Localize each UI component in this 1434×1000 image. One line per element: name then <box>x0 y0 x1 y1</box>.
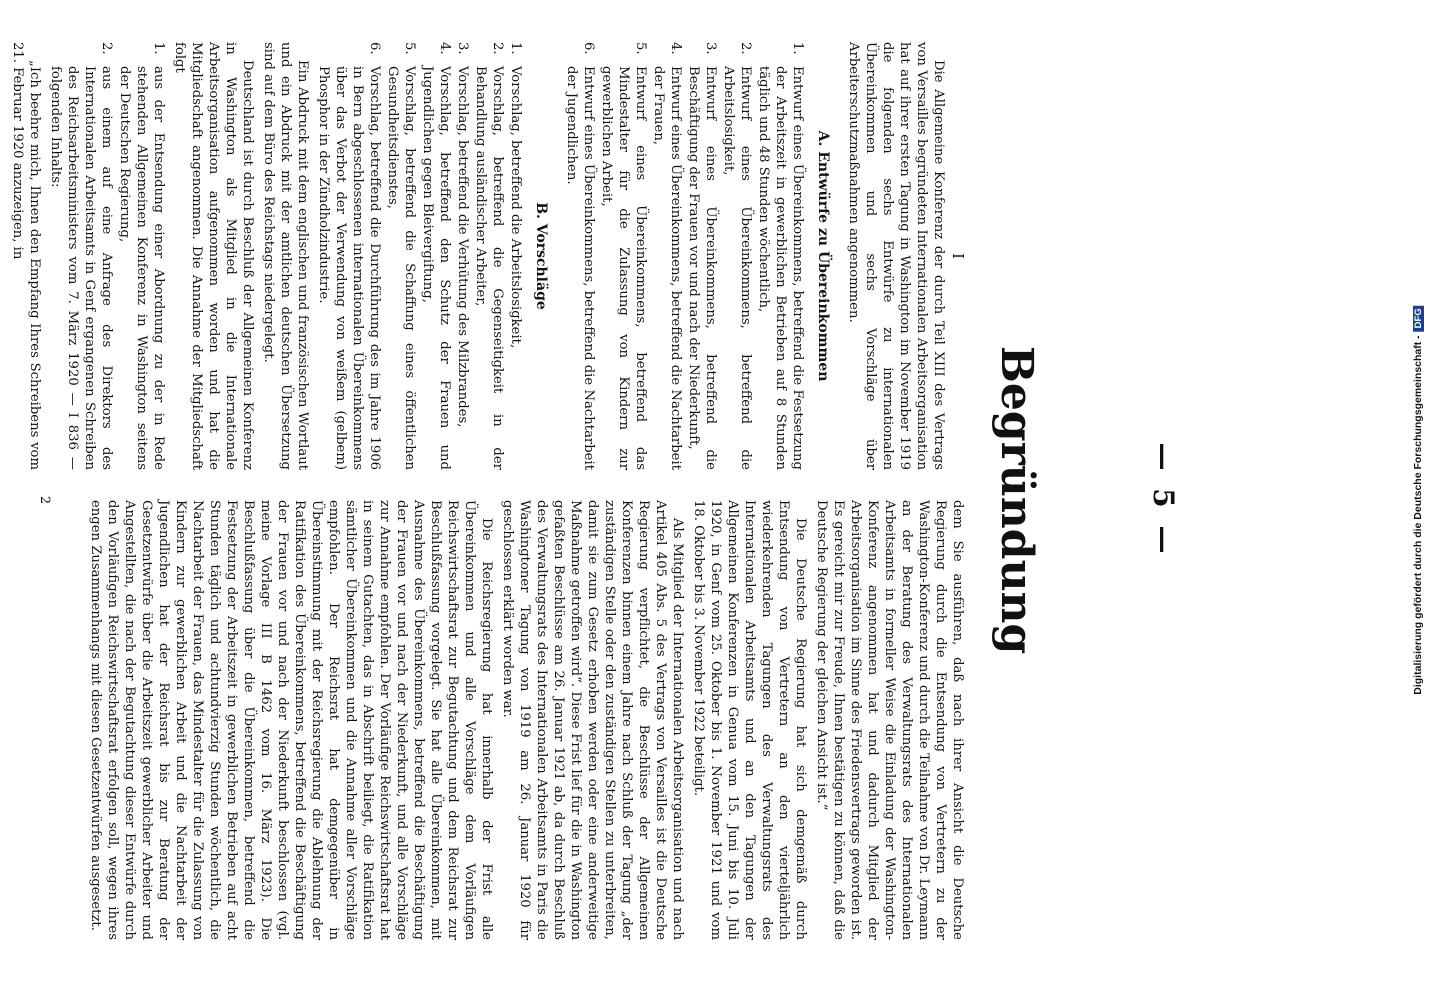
dfg-logo: DFG <box>1413 305 1424 331</box>
list-item: 1. aus der Entsendung einer Abordnung zu der in Rede stehenden Allgemeinen Konferenz in Washington seitens der Deutschen Regierung, <box>117 42 166 470</box>
intro-paragraph: Die Allgemeine Konferenz der durch Teil XIII des Vertrags von Versailles begründeten Internationalen Arbeitsorganisation hat auf ihrer ersten Tagung in Washington im November 1919 die folgenden sechs Entwürfe zu internationalen Übereinkommen und sechs Vorschläge über Arbeiterschutzmaßnahmen angenommen. <box>846 42 946 470</box>
abdruck-paragraph: Ein Abdruck mit dem englischen und französischen Wortlaut und ein Abdruck mit der amtlichen deutschen Übersetzung sind auf dem Büro des Reichstags niedergelegt. <box>261 42 310 470</box>
list-item: 5. Entwurf eines Übereinkommens, betreffend das Mindestalter für die Zulassung von Kindern zur gewerblichen Arbeit, <box>599 42 648 470</box>
footer-number: 2 <box>37 495 52 505</box>
list-item: 1. Vorschlag, betreffend die Arbeitslosigkeit, <box>508 42 523 349</box>
list-item: 3. Entwurf eines Übereinkommens, betreffend die Beschäftigung der Frauen vor und nach der Niederkunft, <box>686 42 718 470</box>
mitglied-paragraph: Als Mitglied der Internationalen Arbeitsorganisation und nach Artikel 405 Abs. 5 des Vertrags von Versailles ist die Deutsche Regierung verpflichtet, die Beschlüsse der Allgemeinen Konferenzen binnen einem Jahre nach Schluß der Tagung „der zuständigen Stelle oder den zuständigen Stellen zu unterbreiten, damit sie zum Gesetz erhoben werden oder eine anderweitige Maßnahme getroffen wird“. Diese Frist lief für die in Washington gefaßten Beschlüsse am 26. Januar 1921 ab, da durch Beschluß des Verwaltungsrats des Internationalen Arbeitsamts in Paris die Washingtoner Tagung von 1919 am 26. Januar 1920 für geschlossen erklärt worden war. <box>500 500 685 940</box>
section-b-heading: B. Vorschläge <box>533 202 549 310</box>
list-item: 6. Vorschlag, betreffend die Durchführung des im Jahre 1906 in Bern abgeschlossenen internationalen Übereinkommens über das Verbot der Verwendung von weißem (gelbem) Phosphor in der Zündholzindustrie. <box>316 42 382 470</box>
quote-continuation: dem Sie ausführen, daß nach ihrer Ansicht die Deutsche Regierung durch die Entsendung von Vertretern zu der Washington-Konferenz und durch die Teilnahme von Dr. Leymann an der Beratung des Verwaltungsrats des Internationalen Arbeitsamts in formeller Weise die Einladung der Washington-Konferenz angenommen hat und dadurch Mitglied der Arbeitsorganisation im Sinne des Friedensvertrags geworden ist. Es gereicht mir zur Freude, Ihnen bestätigen zu können, daß die Deutsche Regierung der gleichen Ansicht ist.“ <box>814 500 965 940</box>
text-column-right <box>83 500 966 940</box>
text-column-left <box>5 42 966 470</box>
page-title: Begründung <box>991 345 1042 655</box>
list-item: 2. Entwurf eines Übereinkommens, betreffend die Arbeitslosigkeit, <box>721 42 753 470</box>
list-item: 1. Entwurf eines Übereinkommens, betreffend die Festsetzung der Arbeitszeit in gewerblichen Betrieben auf 8 Stunden täglich und 48 Stunden wöchentlich, <box>756 42 805 470</box>
section-a-list <box>563 42 806 470</box>
list-item: 6. Entwurf eines Übereinkommens, betreffend die Nachtarbeit der Jugendlichen. <box>564 42 596 470</box>
membership-paragraph: Deutschland ist durch Beschluß der Allgemeinen Konferenz in Washington als Mitglied in die Internationale Arbeitsorganisation aufgenommen worden und hat die Mitgliedschaft angenommen. Die Annahme der Mitgliedschaft folgt <box>172 42 255 470</box>
list-item: 2. Vorschlag, betreffend die Gegenseitigkeit in der Behandlung ausländischer Arbeiter, <box>473 42 505 470</box>
digitization-text: Digitalisierung gefördert durch die Deutsche Forschungsgemeinschaft - <box>1412 335 1424 695</box>
list-item: 5. Vorschlag, betreffend die Schaffung eines öffentlichen Gesundheitsdienstes, <box>385 42 417 470</box>
list-item: 4. Vorschlag, betreffend den Schutz der Frauen und Jugendlichen gegen Bleivergiftung, <box>420 42 452 470</box>
section-b-list <box>315 42 524 470</box>
section-a-heading: A. Entwürfe zu Übereinkommen <box>815 130 831 382</box>
list-item: 2. aus einem auf eine Anfrage des Direktors des Internationalen Arbeitsamts in Genf ergangenen Schreiben des Reichsarbeitsministers vom 7. März 1920 — I 836 — folgenden Inhalts: <box>48 42 114 470</box>
regierung-paragraph: Die Deutsche Regierung hat sich demgemäß durch Entsendung von Vertretern an den vierteljährlich wiederkehrenden Tagungen des Verwaltungsrats des Internationalen Arbeitsamts und an den Tagungen der Allgemeinen Konferenzen in Genua vom 15. Juni bis 10. Juli 1920, in Genf vom 25. Oktober bis 1. November 1921 und vom 18. Oktober bis 3. November 1922 beteiligt. <box>691 500 808 940</box>
section-roman-numeral: I <box>949 253 967 259</box>
membership-list <box>47 42 167 470</box>
page-number: — 5 — <box>1147 442 1180 558</box>
list-item: 4. Entwurf eines Übereinkommens, betreffend die Nachtarbeit der Frauen, <box>651 42 683 470</box>
list-item: 3. Vorschlag, betreffend die Verhütung des Milzbrandes, <box>455 42 470 428</box>
quote-start: „Ich beehre mich, Ihnen den Empfang Ihres Schreibens vom 21. Februar 1920 anzuzeigen, in <box>10 42 42 470</box>
reichsregierung-paragraph: Die Reichsregierung hat innerhalb der Frist alle Übereinkommen und alle Vorschläge dem Vorläufigen Reichswirtschaftsrat zur Begutachtung und dem Reichsrat zur Beschlußfassung vorgelegt. Sie hat alle Übereinkommen, mit Ausnahme des Übereinkommens, betreffend die Beschäftigung der Frauen vor und nach der Niederkunft, und alle Vorschläge zur Annahme empfohlen. Der Vorläufige Reichswirtschaftsrat hat in seinem Gutachten, das in Abschrift beiliegt, die Ratifikation sämtlicher Übereinkommen und die Annahme aller Vorschläge empfohlen. Der Reichsrat hat demgegenüber in Übereinstimmung mit der Reichsregierung die Ablehnung der Ratifikation des Übereinkommens, betreffend die Beschäftigung der Frauen vor und nach der Niederkunft beschlossen (vgl. meine Vorlage III B 1462 vom 16. März 1923). Die Beschlußfassung über die Übereinkommen, betreffend die Festsetzung der Arbeitszeit in gewerblichen Betrieben auf acht Stunden täglich und achtundvierzig Stunden wöchentlich, die Nachtarbeit der Frauen, das Mindestalter für die Zulassung von Kindern zur gewerblichen Arbeit und die Nachtarbeit der Jugendlichen hat der Reichsrat bis zur Beratung der Gesetzentwürfe über die Arbeitszeit gewerblicher Arbeiter und Angestellten, die nach der Begutachtung dieser Entwürfe durch den Vorläufigen Reichswirtschaftsrat erfolgen soll, wegen ihres engen Zusammenhangs mit diesen Gesetzentwürfen ausgesetzt. <box>88 500 494 940</box>
